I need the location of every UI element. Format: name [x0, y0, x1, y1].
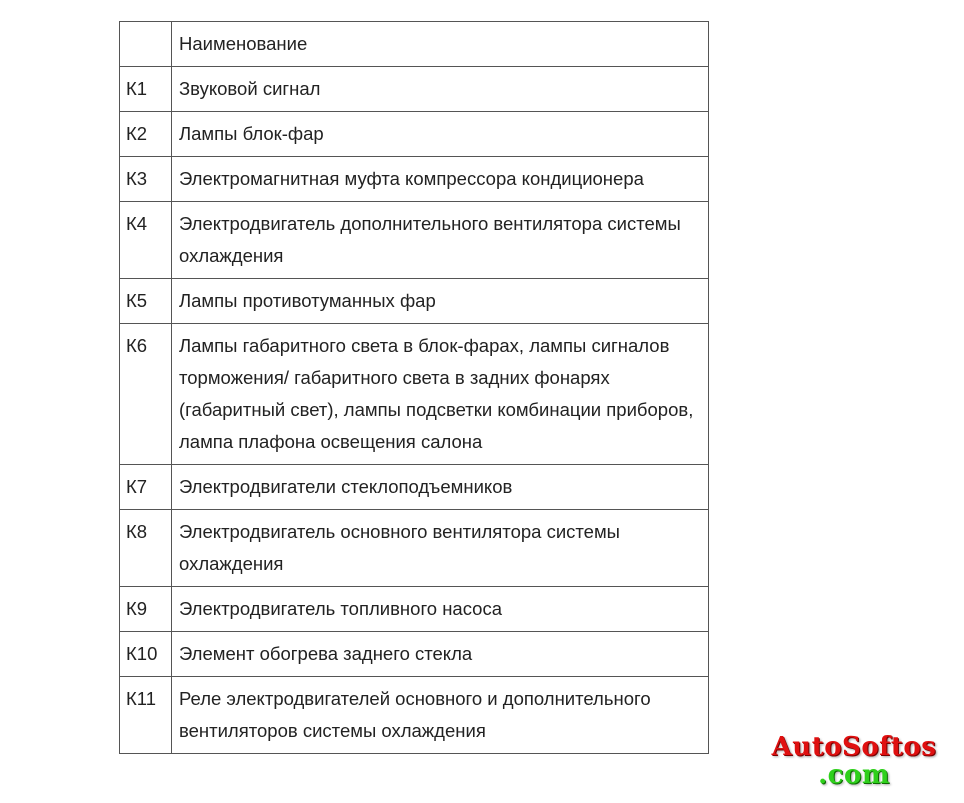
table-row	[120, 202, 709, 279]
table-row	[120, 67, 709, 112]
table-row	[120, 157, 709, 202]
row-code-cell: К1	[120, 67, 172, 112]
row-code-cell: К4	[120, 202, 172, 279]
relay-table	[119, 21, 709, 754]
row-code-cell: К7	[120, 465, 172, 510]
row-name-cell: Электродвигатель дополнительного вентилятора системы охлаждения	[172, 202, 709, 279]
row-code-cell: К6	[120, 324, 172, 465]
table-row	[120, 632, 709, 677]
row-code-cell: К10	[120, 632, 172, 677]
row-name-cell: Электромагнитная муфта компрессора кондиционера	[172, 157, 709, 202]
row-code-cell: К3	[120, 157, 172, 202]
row-name-cell: Электродвигатель топливного насоса	[172, 587, 709, 632]
row-name-cell: Лампы противотуманных фар	[172, 279, 709, 324]
watermark-logo	[756, 732, 952, 790]
table-row	[120, 324, 709, 465]
table-header-row	[120, 22, 709, 67]
watermark-name: AutoSoftos	[771, 732, 937, 762]
watermark-domain: .com	[818, 760, 890, 790]
row-name-cell: Электродвигатели стеклоподъемников	[172, 465, 709, 510]
header-code-cell	[120, 22, 172, 67]
row-code-cell: К5	[120, 279, 172, 324]
table-row	[120, 510, 709, 587]
table-row	[120, 587, 709, 632]
row-code-cell: К9	[120, 587, 172, 632]
row-name-cell: Реле электродвигателей основного и дополнительного вентиляторов системы охлаждения	[172, 677, 709, 754]
table-row	[120, 465, 709, 510]
row-code-cell: К2	[120, 112, 172, 157]
row-name-cell: Лампы блок-фар	[172, 112, 709, 157]
row-code-cell: К11	[120, 677, 172, 754]
row-name-cell: Лампы габаритного света в блок-фарах, лампы сигналов торможения/ габаритного света в задних фонарях (габаритный свет), лампы подсветки комбинации приборов, лампа плафона освещения салона	[172, 324, 709, 465]
table-row	[120, 279, 709, 324]
header-name-cell: Наименование	[172, 22, 709, 67]
table-row	[120, 112, 709, 157]
table-row	[120, 677, 709, 754]
row-name-cell: Элемент обогрева заднего стекла	[172, 632, 709, 677]
row-name-cell: Звуковой сигнал	[172, 67, 709, 112]
row-name-cell: Электродвигатель основного вентилятора системы охлаждения	[172, 510, 709, 587]
row-code-cell: К8	[120, 510, 172, 587]
